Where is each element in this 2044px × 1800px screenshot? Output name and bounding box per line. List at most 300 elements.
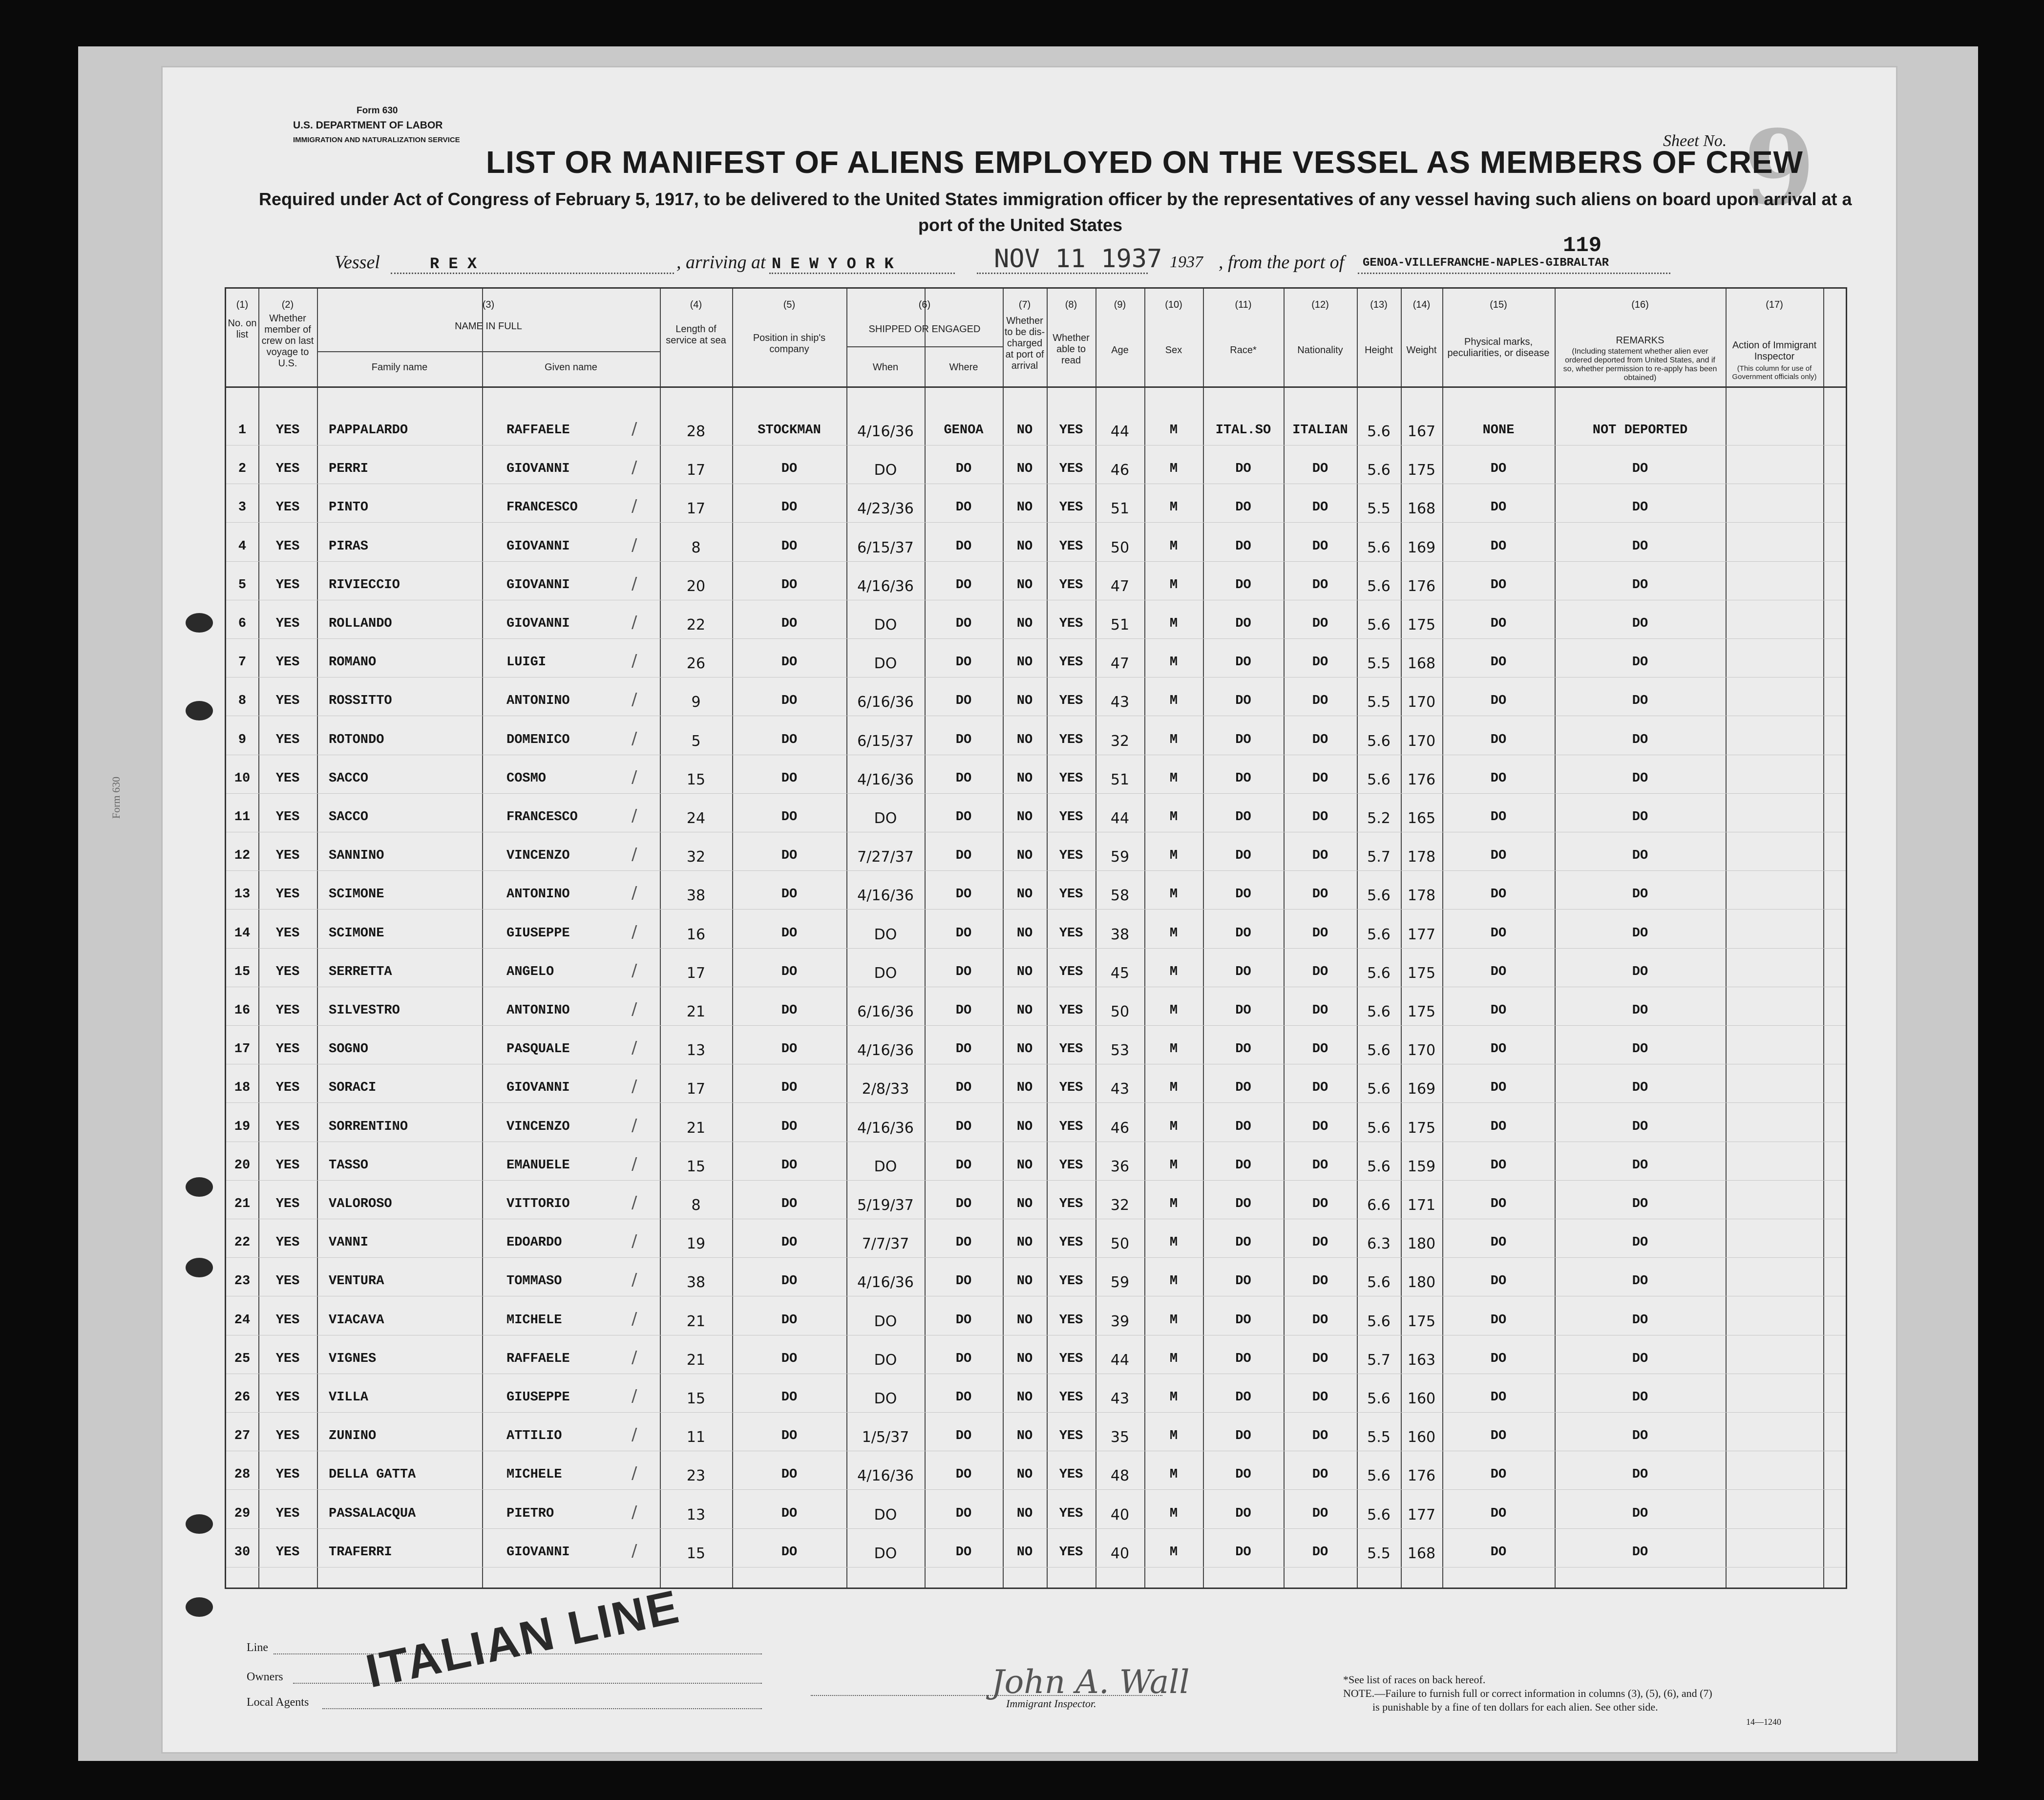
row-11-nationality: DO	[1312, 810, 1328, 825]
row-21-where: DO	[955, 1197, 972, 1211]
row-10-physical: DO	[1490, 771, 1507, 786]
row-23-family: VENTURA	[329, 1274, 384, 1289]
row-7-sex: M	[1169, 655, 1178, 670]
row-12-where: DO	[955, 848, 972, 864]
row-24-given: MICHELE	[506, 1313, 562, 1328]
year: 1937	[1170, 253, 1203, 271]
row-13-remarks: DO	[1632, 887, 1648, 902]
row-17-given: PASQUALE	[506, 1042, 570, 1057]
row-10-service: 15	[686, 771, 706, 788]
row-10-no: 10	[234, 771, 251, 786]
row-14-discharge: NO	[1016, 926, 1033, 941]
row-28-prior: YES	[275, 1467, 300, 1482]
row-8-nationality: DO	[1312, 694, 1328, 709]
row-29-nationality: DO	[1312, 1506, 1328, 1521]
row-27-weight: 160	[1407, 1429, 1436, 1446]
row-27-read: YES	[1059, 1429, 1083, 1444]
row-11-read: YES	[1059, 810, 1083, 825]
row-8-race: DO	[1235, 694, 1251, 709]
row-5-read: YES	[1059, 577, 1083, 593]
row-15-sex: M	[1169, 964, 1178, 979]
row-18-physical: DO	[1490, 1080, 1507, 1096]
row-rule	[226, 793, 1846, 794]
row-4-service: 8	[691, 539, 701, 556]
row-9-where: DO	[955, 732, 972, 747]
row-19-height: 5.6	[1367, 1119, 1391, 1137]
check-mark: /	[632, 767, 637, 787]
row-26-physical: DO	[1490, 1390, 1507, 1405]
row-4-age: 50	[1110, 539, 1130, 556]
row-3-weight: 168	[1407, 500, 1436, 518]
row-28-no: 28	[234, 1467, 251, 1482]
row-7-when: DO	[874, 655, 897, 673]
row-rule	[226, 909, 1846, 910]
row-3-race: DO	[1235, 500, 1251, 515]
row-27-height: 5.5	[1367, 1429, 1391, 1446]
row-6-sex: M	[1169, 616, 1178, 631]
row-14-prior: YES	[275, 926, 300, 941]
check-mark: /	[632, 1541, 637, 1561]
check-mark: /	[632, 690, 637, 710]
row-3-read: YES	[1059, 500, 1083, 515]
hdr-family-name: Family name	[371, 362, 428, 373]
row-23-height: 5.6	[1367, 1274, 1391, 1292]
col-num-12: (12)	[1311, 299, 1329, 310]
row-15-prior: YES	[275, 964, 300, 979]
row-18-remarks: DO	[1632, 1080, 1648, 1096]
row-1-where: GENOA	[944, 423, 984, 438]
row-11-family: SACCO	[329, 810, 369, 825]
row-5-remarks: DO	[1632, 577, 1648, 593]
row-13-where: DO	[955, 887, 972, 902]
row-12-race: DO	[1235, 848, 1251, 864]
row-3-sex: M	[1169, 500, 1178, 515]
row-8-height: 5.5	[1367, 694, 1391, 711]
row-20-family: TASSO	[329, 1158, 369, 1173]
row-17-prior: YES	[275, 1042, 300, 1057]
row-10-weight: 176	[1407, 771, 1436, 788]
row-28-remarks: DO	[1632, 1467, 1648, 1482]
row-12-service: 32	[686, 848, 706, 866]
check-mark: /	[632, 1386, 637, 1406]
row-21-age: 32	[1110, 1197, 1130, 1214]
row-10-sex: M	[1169, 771, 1178, 786]
row-15-given: ANGELO	[506, 964, 554, 979]
col-num-8: (8)	[1065, 299, 1077, 310]
row-7-weight: 168	[1407, 655, 1436, 673]
row-10-height: 5.6	[1367, 771, 1391, 788]
row-13-weight: 178	[1407, 887, 1436, 905]
row-18-discharge: NO	[1016, 1080, 1033, 1096]
hdr-physical: Physical marks, peculiarities, or disease	[1447, 337, 1550, 359]
row-23-read: YES	[1059, 1274, 1083, 1289]
row-30-sex: M	[1169, 1545, 1178, 1560]
row-rule	[226, 948, 1846, 949]
row-6-given: GIOVANNI	[506, 616, 570, 631]
row-20-given: EMANUELE	[506, 1158, 570, 1173]
row-2-age: 46	[1110, 462, 1130, 479]
row-13-service: 38	[686, 887, 706, 905]
row-14-read: YES	[1059, 926, 1083, 941]
check-mark: /	[632, 458, 637, 478]
row-27-nationality: DO	[1312, 1429, 1328, 1444]
row-6-nationality: DO	[1312, 616, 1328, 631]
check-mark: /	[632, 960, 637, 980]
row-16-when: 6/16/36	[857, 1003, 914, 1020]
row-23-given: TOMMASO	[506, 1274, 562, 1289]
hdr-when: When	[872, 362, 899, 373]
row-27-given: ATTILIO	[506, 1429, 562, 1444]
check-mark: /	[632, 1115, 637, 1135]
row-12-age: 59	[1110, 848, 1130, 866]
row-21-weight: 171	[1407, 1197, 1436, 1214]
row-6-race: DO	[1235, 616, 1251, 631]
row-8-where: DO	[955, 694, 972, 709]
row-17-service: 13	[686, 1042, 706, 1059]
row-8-position: DO	[781, 694, 798, 709]
row-12-given: VINCENZO	[506, 848, 570, 864]
row-28-where: DO	[955, 1467, 972, 1482]
row-13-no: 13	[234, 887, 251, 902]
row-1-discharge: NO	[1016, 423, 1033, 438]
check-mark: /	[632, 419, 637, 439]
row-25-physical: DO	[1490, 1351, 1507, 1366]
row-12-sex: M	[1169, 848, 1178, 864]
date-stamp: NOV 11 1937	[994, 244, 1162, 274]
row-26-remarks: DO	[1632, 1390, 1648, 1405]
row-26-discharge: NO	[1016, 1390, 1033, 1405]
row-15-read: YES	[1059, 964, 1083, 979]
row-19-remarks: DO	[1632, 1119, 1648, 1134]
row-9-when: 6/15/37	[857, 732, 914, 750]
check-mark: /	[632, 728, 637, 748]
row-17-no: 17	[234, 1042, 251, 1057]
row-1-family: PAPPALARDO	[329, 423, 408, 438]
form-header-block	[293, 104, 460, 148]
row-27-when: 1/5/37	[862, 1429, 909, 1446]
row-17-where: DO	[955, 1042, 972, 1057]
row-21-family: VALOROSO	[329, 1197, 392, 1211]
subtitle-line-2: port of the United States	[918, 215, 1123, 235]
row-24-prior: YES	[275, 1313, 300, 1328]
row-7-read: YES	[1059, 655, 1083, 670]
hdr-action: Action of Immigrant Inspector	[1732, 340, 1817, 362]
hdr-nationality: Nationality	[1297, 345, 1343, 356]
check-mark: /	[632, 922, 637, 942]
col-num-3: (3)	[482, 299, 495, 310]
row-29-prior: YES	[275, 1506, 300, 1521]
row-20-height: 5.6	[1367, 1158, 1391, 1175]
row-11-when: DO	[874, 810, 897, 827]
hdr-weight: Weight	[1406, 345, 1437, 356]
row-8-no: 8	[238, 694, 247, 709]
row-5-age: 47	[1110, 577, 1130, 595]
check-mark: /	[632, 1270, 637, 1290]
row-29-position: DO	[781, 1506, 798, 1521]
row-10-when: 4/16/36	[857, 771, 914, 788]
row-9-remarks: DO	[1632, 732, 1648, 747]
row-4-race: DO	[1235, 539, 1251, 554]
row-26-no: 26	[234, 1390, 251, 1405]
row-17-height: 5.6	[1367, 1042, 1391, 1059]
row-19-family: SORRENTINO	[329, 1119, 408, 1134]
row-28-read: YES	[1059, 1467, 1083, 1482]
from-port-label: , from the port of	[1219, 252, 1345, 273]
row-3-nationality: DO	[1312, 500, 1328, 515]
row-16-position: DO	[781, 1003, 798, 1018]
row-16-race: DO	[1235, 1003, 1251, 1018]
hdr-race: Race*	[1230, 345, 1257, 356]
row-5-when: 4/16/36	[857, 577, 914, 595]
row-3-when: 4/23/36	[857, 500, 914, 518]
row-29-sex: M	[1169, 1506, 1178, 1521]
row-26-when: DO	[874, 1390, 897, 1407]
row-28-race: DO	[1235, 1467, 1251, 1482]
row-4-height: 5.6	[1367, 539, 1391, 556]
row-12-height: 5.7	[1367, 848, 1391, 866]
row-28-weight: 176	[1407, 1467, 1436, 1485]
row-9-race: DO	[1235, 732, 1251, 747]
row-7-discharge: NO	[1016, 655, 1033, 670]
hdr-discharged: Whether to be dis-charged at port of arrival	[1004, 316, 1045, 371]
row-29-discharge: NO	[1016, 1506, 1033, 1521]
row-3-given: FRANCESCO	[506, 500, 578, 515]
row-22-given: EDOARDO	[506, 1235, 562, 1250]
row-9-given: DOMENICO	[506, 732, 570, 747]
row-20-remarks: DO	[1632, 1158, 1648, 1173]
row-12-family: SANNINO	[329, 848, 384, 864]
row-10-prior: YES	[275, 771, 300, 786]
row-16-service: 21	[686, 1003, 706, 1020]
sheet-label: Sheet No.	[1663, 132, 1727, 150]
row-2-where: DO	[955, 462, 972, 477]
hdr-sex: Sex	[1165, 345, 1182, 356]
row-4-when: 6/15/37	[857, 539, 914, 556]
row-8-remarks: DO	[1632, 694, 1648, 709]
row-25-discharge: NO	[1016, 1351, 1033, 1366]
row-24-height: 5.6	[1367, 1313, 1391, 1330]
row-7-family: ROMANO	[329, 655, 377, 670]
hdr-action-note: (This column for use of Government officials only)	[1732, 364, 1817, 381]
hdr-read: Whether able to read	[1053, 333, 1090, 366]
row-9-age: 32	[1110, 732, 1130, 750]
row-19-read: YES	[1059, 1119, 1083, 1134]
arriving-port: N E W Y O R K	[772, 255, 894, 273]
row-9-weight: 170	[1407, 732, 1436, 750]
row-22-physical: DO	[1490, 1235, 1507, 1250]
row-12-physical: DO	[1490, 848, 1507, 864]
row-26-where: DO	[955, 1390, 972, 1405]
row-2-height: 5.6	[1367, 462, 1391, 479]
footnote	[1343, 1673, 1712, 1714]
hdr-position: Position in ship's company	[753, 333, 826, 355]
row-18-race: DO	[1235, 1080, 1251, 1096]
row-15-physical: DO	[1490, 964, 1507, 979]
row-23-nationality: DO	[1312, 1274, 1328, 1289]
row-13-prior: YES	[275, 887, 300, 902]
row-3-prior: YES	[275, 500, 300, 515]
row-5-prior: YES	[275, 577, 300, 593]
note-line-1: NOTE.—Failure to furnish full or correct information in columns (3), (5), (6), and (7)	[1343, 1687, 1712, 1699]
check-mark: /	[632, 1463, 637, 1483]
check-mark: /	[632, 535, 637, 555]
row-1-race: ITAL.SO	[1215, 423, 1271, 438]
row-2-weight: 175	[1407, 462, 1436, 479]
arriving-label: , arriving at	[676, 252, 766, 273]
row-4-family: PIRAS	[329, 539, 369, 554]
col-num-1: (1)	[236, 299, 249, 310]
row-10-age: 51	[1110, 771, 1130, 788]
row-17-race: DO	[1235, 1042, 1251, 1057]
row-6-position: DO	[781, 616, 798, 631]
row-23-weight: 180	[1407, 1274, 1436, 1292]
row-26-height: 5.6	[1367, 1390, 1391, 1407]
row-10-remarks: DO	[1632, 771, 1648, 786]
row-21-position: DO	[781, 1197, 798, 1211]
row-13-height: 5.6	[1367, 887, 1391, 905]
row-3-family: PINTO	[329, 500, 369, 515]
row-12-prior: YES	[275, 848, 300, 864]
row-rule	[226, 1257, 1846, 1258]
hdr-given-name: Given name	[545, 362, 597, 373]
row-10-family: SACCO	[329, 771, 369, 786]
row-13-discharge: NO	[1016, 887, 1033, 902]
row-20-where: DO	[955, 1158, 972, 1173]
row-30-discharge: NO	[1016, 1545, 1033, 1560]
row-7-height: 5.5	[1367, 655, 1391, 673]
row-19-weight: 175	[1407, 1119, 1436, 1137]
row-12-no: 12	[234, 848, 251, 864]
row-17-family: SOGNO	[329, 1042, 369, 1057]
row-22-service: 19	[686, 1235, 706, 1253]
row-9-physical: DO	[1490, 732, 1507, 747]
col-num-10: (10)	[1165, 299, 1182, 310]
row-15-no: 15	[234, 964, 251, 979]
service-name: IMMIGRATION AND NATURALIZATION SERVICE	[293, 136, 460, 144]
row-5-position: DO	[781, 577, 798, 593]
row-rule	[226, 1412, 1846, 1413]
row-11-position: DO	[781, 810, 798, 825]
row-3-discharge: NO	[1016, 500, 1033, 515]
row-5-given: GIOVANNI	[506, 577, 570, 593]
row-28-discharge: NO	[1016, 1467, 1033, 1482]
row-5-physical: DO	[1490, 577, 1507, 593]
vessel-label: Vessel	[335, 252, 380, 273]
row-26-position: DO	[781, 1390, 798, 1405]
row-25-read: YES	[1059, 1351, 1083, 1366]
row-2-service: 17	[686, 462, 706, 479]
row-20-service: 15	[686, 1158, 706, 1175]
check-mark: /	[632, 1154, 637, 1174]
row-4-nationality: DO	[1312, 539, 1328, 554]
row-27-sex: M	[1169, 1429, 1178, 1444]
row-25-sex: M	[1169, 1351, 1178, 1366]
row-27-prior: YES	[275, 1429, 300, 1444]
row-2-no: 2	[238, 462, 247, 477]
row-17-position: DO	[781, 1042, 798, 1057]
row-22-family: VANNI	[329, 1235, 369, 1250]
row-19-no: 19	[234, 1119, 251, 1134]
row-29-service: 13	[686, 1506, 706, 1524]
row-30-age: 40	[1110, 1545, 1130, 1562]
row-9-family: ROTONDO	[329, 732, 384, 747]
row-16-sex: M	[1169, 1003, 1178, 1018]
row-2-sex: M	[1169, 462, 1178, 477]
hdr-remarks: REMARKS	[1616, 335, 1665, 346]
row-11-prior: YES	[275, 810, 300, 825]
row-19-physical: DO	[1490, 1119, 1507, 1134]
row-2-when: DO	[874, 462, 897, 479]
row-15-nationality: DO	[1312, 964, 1328, 979]
row-25-remarks: DO	[1632, 1351, 1648, 1366]
row-27-position: DO	[781, 1429, 798, 1444]
col-num-2: (2)	[281, 299, 294, 310]
row-6-service: 22	[686, 616, 706, 634]
hdr-where: Where	[949, 362, 978, 373]
row-20-race: DO	[1235, 1158, 1251, 1173]
row-9-no: 9	[238, 732, 247, 747]
row-29-remarks: DO	[1632, 1506, 1648, 1521]
check-mark: /	[632, 1038, 637, 1058]
row-20-read: YES	[1059, 1158, 1083, 1173]
row-21-height: 6.6	[1367, 1197, 1391, 1214]
row-2-given: GIOVANNI	[506, 462, 570, 477]
stamp-number: 119	[1563, 233, 1602, 258]
check-mark: /	[632, 999, 637, 1019]
row-8-age: 43	[1110, 694, 1130, 711]
row-23-race: DO	[1235, 1274, 1251, 1289]
row-4-no: 4	[238, 539, 247, 554]
row-13-position: DO	[781, 887, 798, 902]
row-7-where: DO	[955, 655, 972, 670]
row-25-when: DO	[874, 1351, 897, 1369]
manifest-table	[225, 287, 1847, 1589]
row-30-no: 30	[234, 1545, 251, 1560]
row-29-physical: DO	[1490, 1506, 1507, 1521]
row-20-physical: DO	[1490, 1158, 1507, 1173]
row-2-race: DO	[1235, 462, 1251, 477]
row-30-race: DO	[1235, 1545, 1251, 1560]
row-22-no: 22	[234, 1235, 251, 1250]
row-28-family: DELLA GATTA	[329, 1467, 416, 1482]
row-13-given: ANTONINO	[506, 887, 570, 902]
col-num-15: (15)	[1490, 299, 1507, 310]
row-18-family: SORACI	[329, 1080, 377, 1096]
row-15-position: DO	[781, 964, 798, 979]
row-14-nationality: DO	[1312, 926, 1328, 941]
row-25-position: DO	[781, 1351, 798, 1366]
col-num-14: (14)	[1412, 299, 1431, 310]
col-num-6: (6)	[918, 299, 931, 310]
row-4-prior: YES	[275, 539, 300, 554]
row-25-where: DO	[955, 1351, 972, 1366]
row-27-remarks: DO	[1632, 1429, 1648, 1444]
row-9-position: DO	[781, 732, 798, 747]
row-24-position: DO	[781, 1313, 798, 1328]
row-17-age: 53	[1110, 1042, 1130, 1059]
row-23-discharge: NO	[1016, 1274, 1033, 1289]
row-25-service: 21	[686, 1351, 706, 1369]
row-1-sex: M	[1169, 423, 1178, 438]
row-7-age: 47	[1110, 655, 1130, 673]
row-1-remarks: NOT DEPORTED	[1592, 423, 1688, 438]
row-22-height: 6.3	[1367, 1235, 1391, 1253]
row-13-when: 4/16/36	[857, 887, 914, 905]
row-27-race: DO	[1235, 1429, 1251, 1444]
row-26-prior: YES	[275, 1390, 300, 1405]
row-20-nationality: DO	[1312, 1158, 1328, 1173]
row-14-weight: 177	[1407, 926, 1436, 943]
